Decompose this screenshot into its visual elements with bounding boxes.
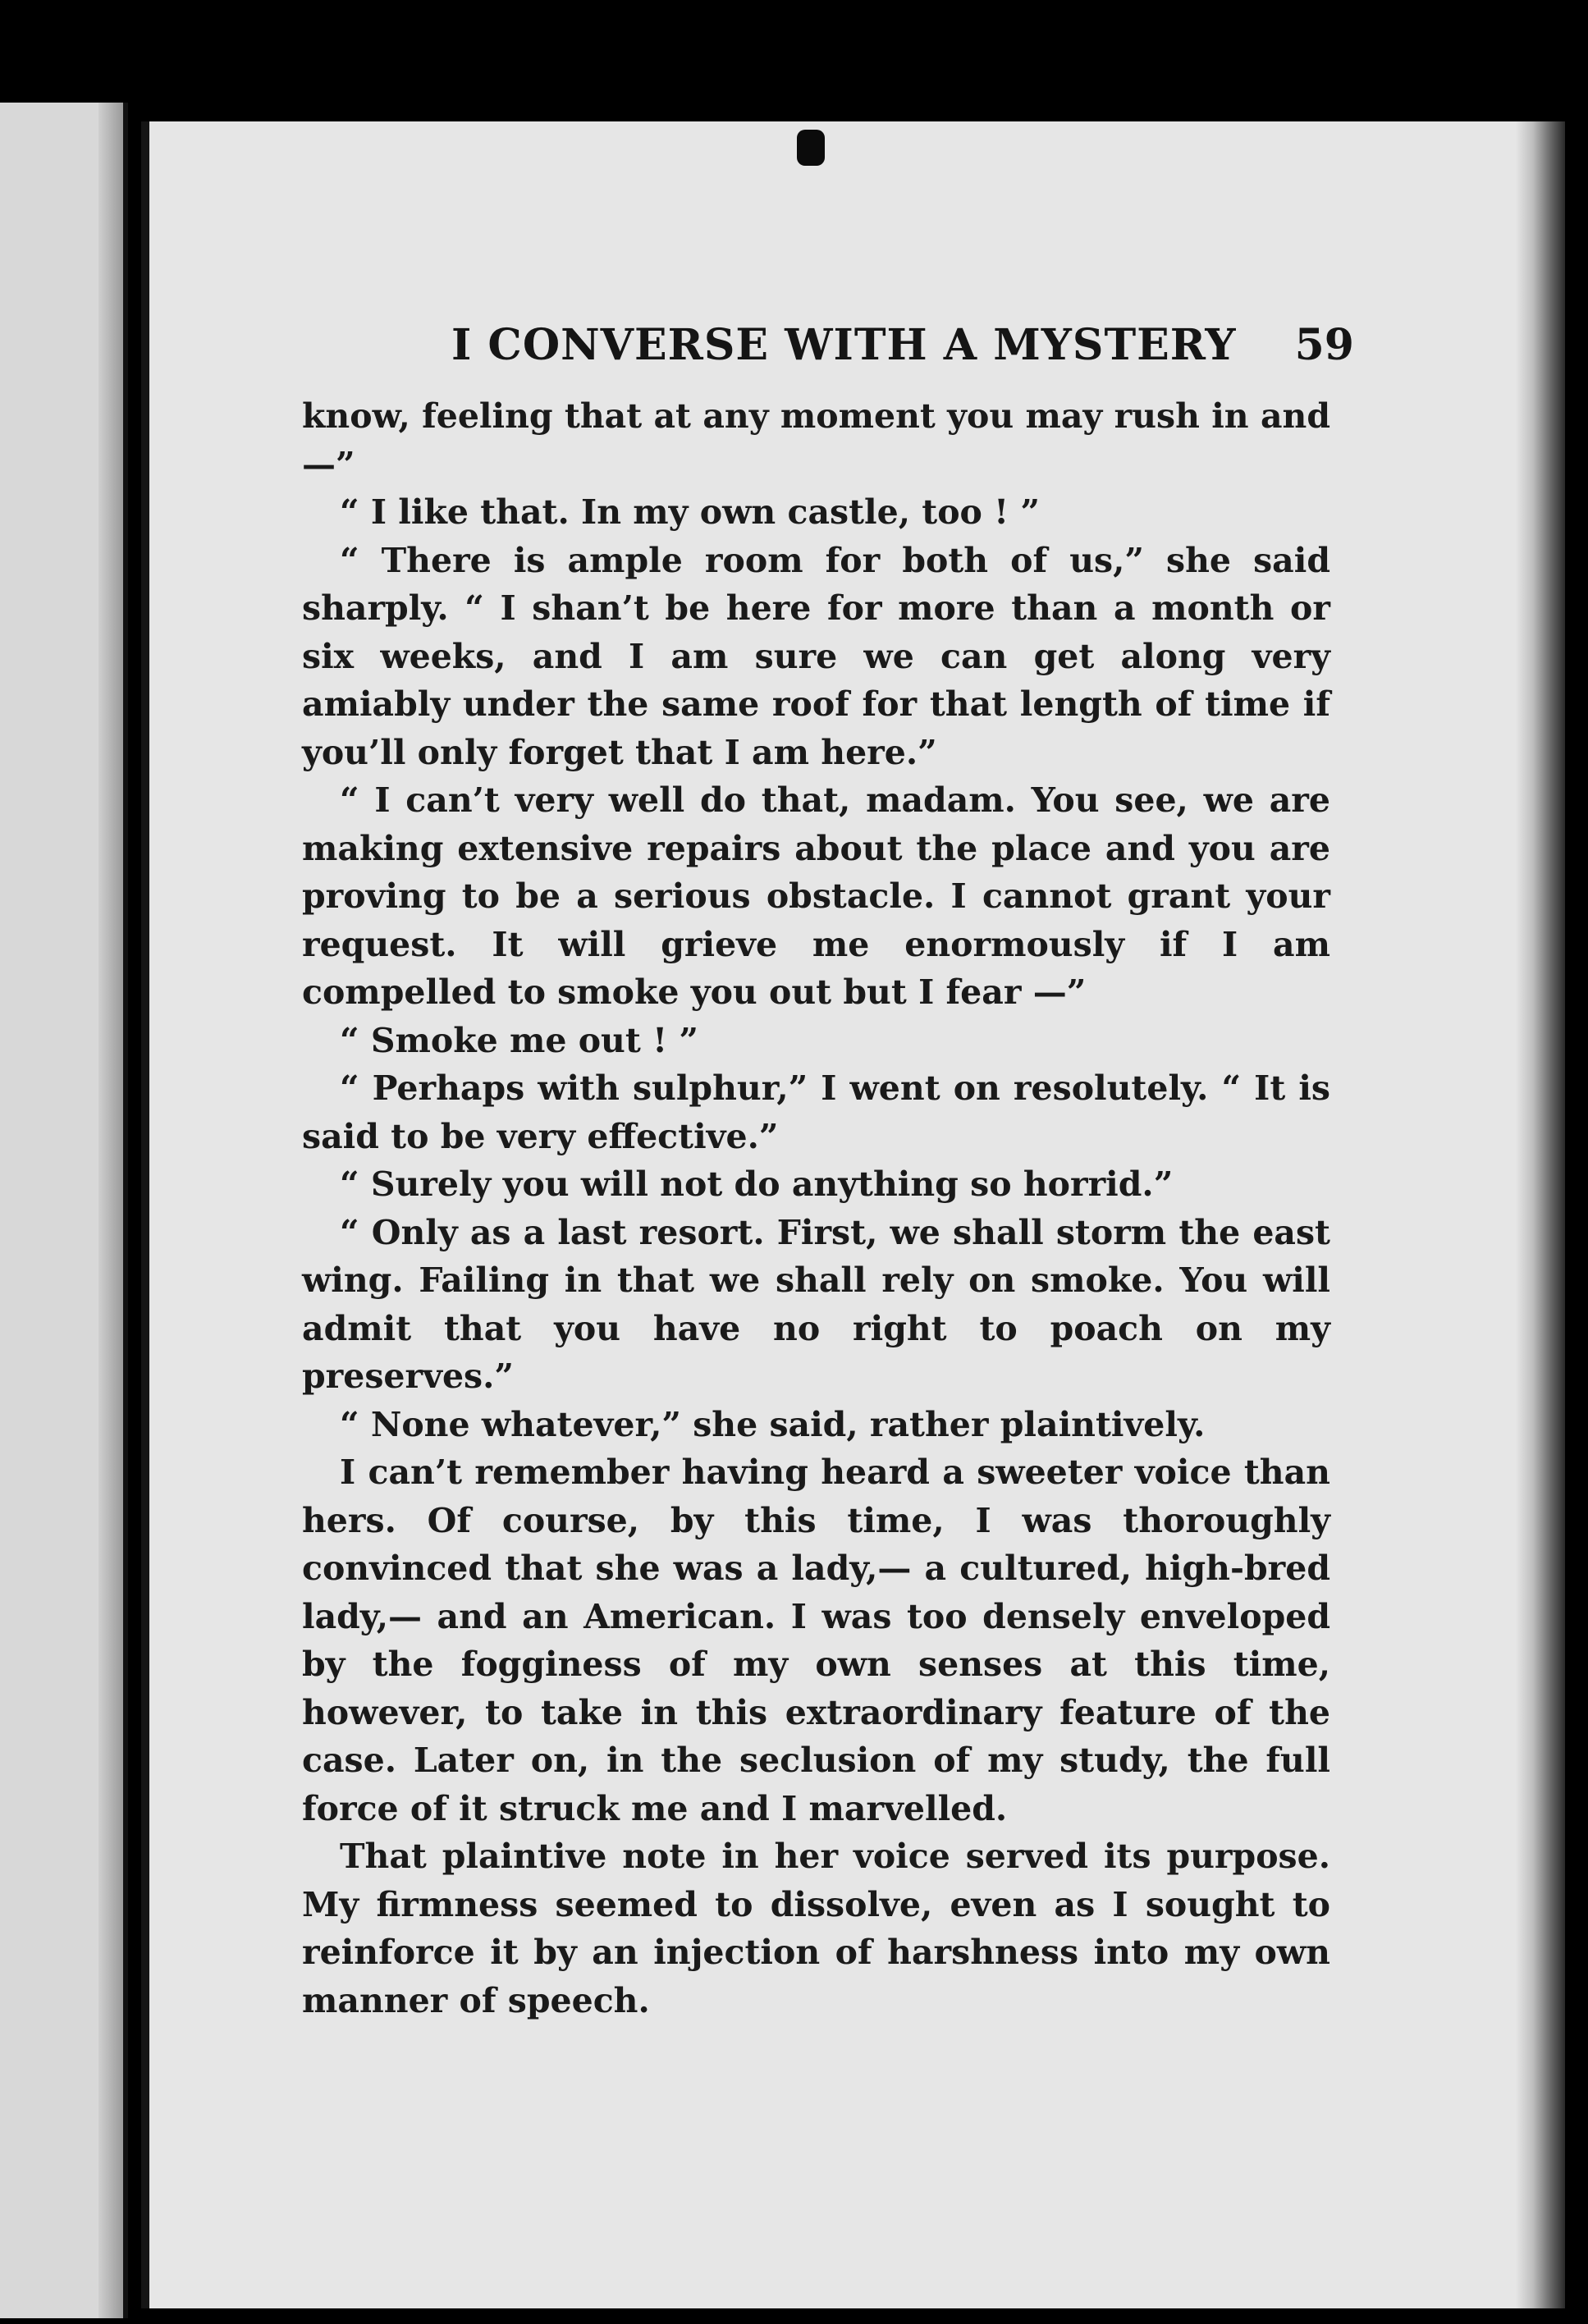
paragraph: “ I can’t very well do that, madam. You see, we are making extensive repairs about the place and you are proving to be a serious obstacle. I cannot grant your request. It will grieve me enormously if I am compelled to smoke you out but I fear —” — [302, 780, 1330, 1012]
paragraph: “ Perhaps with sulphur,” I went on resolutely. “ It is said to be very effective.” — [302, 1068, 1330, 1156]
page-edge-shadow — [1516, 121, 1565, 2308]
paragraph: know, feeling that at any moment you may rush in and —” — [302, 396, 1330, 484]
paragraph: “ None whatever,” she said, rather plaintively. — [340, 1404, 1206, 1444]
punch-hole-mark — [797, 130, 825, 166]
paragraph: “ I like that. In my own castle, too ! ” — [340, 492, 1041, 532]
page-number: 59 — [1294, 320, 1354, 370]
paragraph: “ Smoke me out ! ” — [340, 1020, 698, 1060]
paragraph: “ There is ample room for both of us,” she said sharply. “ I shan’t be here for more than a month or six weeks, and I am sure we can get along very amiably under the same roof for that length of time if you’ll only forget that I am here.” — [302, 540, 1330, 772]
text-body — [302, 392, 1330, 2024]
paragraph: “ Only as a last resort. First, we shall storm the east wing. Failing in that we shall rely on smoke. You will admit that you have no right to poach on my preserves.” — [302, 1212, 1330, 1396]
paragraph: “ Surely you will not do anything so horrid.” — [340, 1164, 1174, 1204]
paragraph: I can’t remember having heard a sweeter voice than hers. Of course, by this time, I was thoroughly convinced that she was a lady,— a cultured, high-bred lady,— and an American. I was too densely enveloped by the fogginess of my own senses at this time, however, to take in this extraordinary feature of the case. Later on, in the seclusion of my study, the full force of it struck me and I marvelled. — [302, 1452, 1330, 1828]
chapter-title: I CONVERSE WITH A MYSTERY — [451, 320, 1237, 370]
page-gutter-shadow — [98, 103, 123, 2318]
paragraph: That plaintive note in her voice served its purpose. My firmness seemed to dissolve, even as I sought to reinforce it by an injection of harshness into my own manner of speech. — [302, 1837, 1330, 2020]
